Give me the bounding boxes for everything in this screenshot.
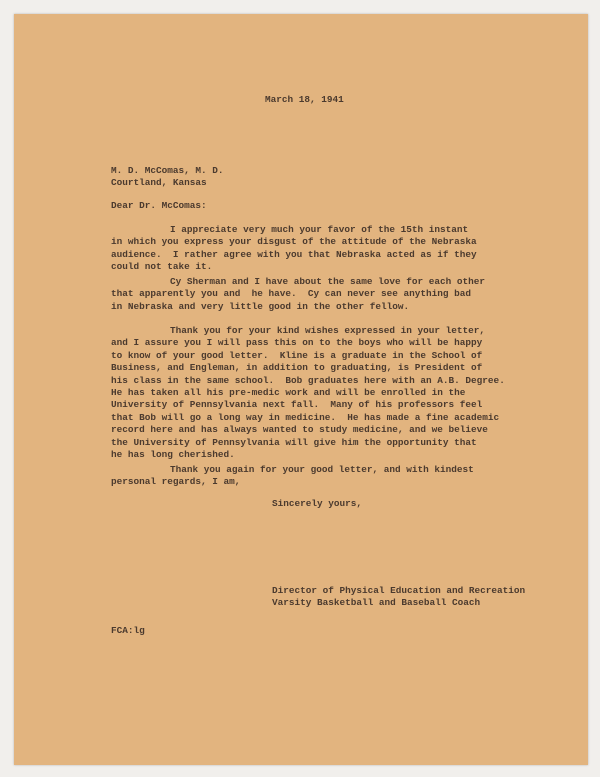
text-line: in which you express your disgust of the attitude of the Nebraska	[111, 236, 477, 248]
title-line: Director of Physical Education and Recreation	[272, 585, 526, 596]
text-line: Cy Sherman and I have about the same love for each other	[170, 276, 486, 287]
text-line: Business, and Engleman, in addition to graduating, is President of	[111, 362, 483, 374]
text-line: could not take it.	[111, 261, 213, 273]
paragraph-1	[111, 224, 477, 274]
text-line: University of Pennsylvania next fall. Many of his professors feel	[111, 399, 483, 411]
recipient-location: Courtland, Kansas	[111, 177, 207, 189]
text-line: and I assure you I will pass this on to the boys who will be happy	[111, 337, 483, 349]
text-line: audience. I rather agree with you that Nebraska acted as if they	[111, 248, 477, 260]
paragraph-2	[111, 276, 485, 313]
text-line: to know of your good letter. Kline is a graduate in the School of	[111, 349, 483, 361]
text-line: He has taken all his pre-medic work and will be enrolled in the	[111, 386, 466, 398]
text-line: his class in the same school. Bob graduates here with an A.B. Degree.	[111, 374, 505, 386]
letter-date: March 18, 1941	[265, 94, 344, 105]
recipient-address	[111, 165, 224, 190]
recipient-name: M. D. McComas, M. D.	[111, 165, 224, 176]
closing: Sincerely yours,	[272, 498, 363, 509]
salutation: Dear Dr. McComas:	[111, 200, 207, 211]
text-line: that Bob will go a long way in medicine. He has made a fine academic	[111, 411, 500, 423]
text-line: that apparently you and he have. Cy can never see anything bad	[111, 288, 472, 300]
text-line: Thank you again for your good letter, and with kindest	[170, 464, 474, 475]
signature-title	[272, 585, 525, 610]
paragraph-3	[111, 325, 505, 461]
text-line: he has long cherished.	[111, 448, 235, 460]
paragraph-4	[111, 464, 474, 489]
title-line: Varsity Basketball and Baseball Coach	[272, 597, 481, 609]
text-line: in Nebraska and very little good in the other fellow.	[111, 300, 410, 312]
text-line: personal regards, I am,	[111, 476, 241, 488]
text-line: Thank you for your kind wishes expressed in your letter,	[170, 325, 486, 336]
text-line: the University of Pennsylvania will give him the opportunity that	[111, 436, 477, 448]
text-line: record here and has always wanted to study medicine, and we believe	[111, 424, 488, 436]
text-line: I appreciate very much your favor of the 15th instant	[170, 224, 469, 235]
reference-initials: FCA:lg	[111, 625, 145, 636]
